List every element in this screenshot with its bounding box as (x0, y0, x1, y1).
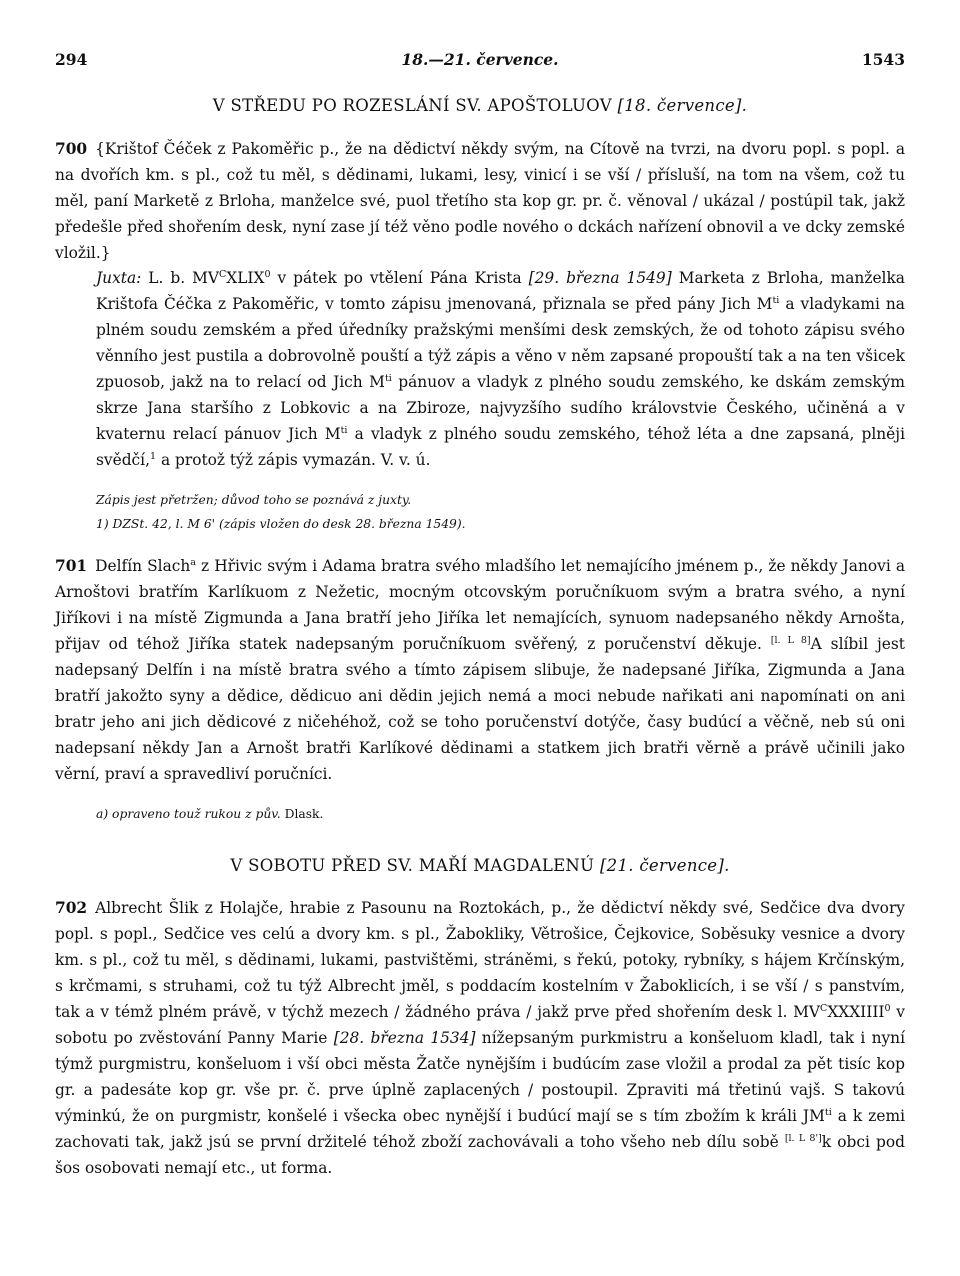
entry-702 (55, 895, 905, 1181)
section-heading-21-july (55, 856, 905, 875)
running-header (55, 50, 905, 74)
note-marker: a (190, 556, 196, 568)
footnote: 1) DZSt. 42, l. M 6' (zápis vložen do desk 28. března 1549). (96, 517, 466, 531)
header-date-range: 18.—21. července. (401, 50, 559, 69)
superscript: ti (340, 424, 348, 436)
section-heading-18-july (55, 96, 905, 115)
juxta-text: a vladykami na plném soudu zemském a před úředníky pražskými menšími desk zemských, že od tohoto zápisu svého věnního jest pustila a dobrovolně pouští a týž zápis a věno v něm zapsané propouští tak a na ten všicek zpuosob, jakž na to relací od Jich M (96, 295, 905, 391)
superscript: C (820, 1002, 828, 1014)
entry-text: z Hřivic svým i Adama bratra svého mladšího let nemajícího jménem p., že někdy Janovi a Arnoštovi bratřím Karlíkuom z Nežetic, mocným otcovským poručníkuom svým a bratra svého, a nyní Jiříkovi i na místě Zigmunda a Jana bratří jeho Jiříka let nemajících, synuom nadepsaného někdy Arnošta, přijav od téhož Jiříka statek nadepsaným poručníkuom svěřený, z poručenství děkuje. (55, 557, 906, 653)
juxta-text: L. b. MV (141, 269, 219, 287)
folio-marker: [l. L 8'] (784, 1132, 822, 1144)
entry-700-juxta (96, 265, 905, 473)
variant-note (96, 804, 905, 824)
entry-text: {Krištof Čéček z Pakoměřic p., že na dědictví někdy svým, na Cítově na tvrzi, na dvoru popl. s popl. a na dvořích km. s pl., což tu měl, s dědinami, lukami, lesy, vinicí i se vší / přísluší, na tom na všem, což tu měl, paní Marketě z Brloha, manželce své, puol třetího sta kop gr. pr. č. věnoval / ukázal / postúpil tak, jakž předešle před shořením desk, nyní zase jí též věno podle nového o dckách nařízení obnovil a ve dcky zemské vložil.} (55, 140, 905, 262)
juxta-text: v pátek po vtělení Pána Krista (270, 269, 529, 287)
superscript: C (218, 268, 227, 280)
footnote-marker: 1 (150, 450, 157, 462)
entry-date: [28. března 1534] (333, 1029, 476, 1047)
juxta-text: pánuov a vladyk z plného soudu zemského, ke dskám zemským skrze Jana staršího z Lobkovic a na Zbiroze, najvyzšího sudího královstvie Českého, učiněná a v kvaternu relací pánuov Jich M (96, 373, 905, 443)
heading-date: [21. července]. (599, 856, 730, 875)
heading-text: V STŘEDU PO ROZESLÁNÍ SV. APOŠTOLUOV (212, 96, 612, 115)
entry-700 (55, 136, 905, 266)
entry-text: a k zemi zachovati tak, jakž jsú se první držitelé téhož zboží zachovávali a toho všeho neb dílu sobě (55, 1107, 905, 1151)
juxta-text: a vladyk z plného soudu zemského, téhož léta a dne zapsaná, plněji svědčí, (96, 425, 905, 469)
juxta-text: a protož týž zápis vymazán. V. v. ú. (156, 451, 431, 469)
entry-text: A slíbil jest nadepsaný Delfín i na místě bratra svého a tímto zápisem slibuje, že nadepsané Jiříka, Zigmunda a Jana bratří jakožto syny a dědice, dědicuo ani dědin jejich nemá a moci nebude nařikati ani napomínati on ani bratr jeho ani jich dědicové z ničehéhož, což se toho poručenství dotýče, časy budúcí a věčně, neb sú oni nadepsaní někdy Jan a Arnošt bratři Karlíkové dědinami a statkem jich bratři věrně a právě učinili jako věrní, praví a spravedliví poručníci. (55, 635, 905, 783)
entry-text: Albrecht Šlik z Holajče, hrabie z Pasounu na Roztokách, p., že dědictví někdy své, Sedčice dva dvory popl. s popl., Sedčice ves celú a dvory km. s pl., Žabokliky, Větrošice, Čejkovice, Soběsuky vesnice a dvory km. s pl., což tu měl, s dědinami, lukami, pastvištěmi, stráněmi, s řekú, potoky, rybníky, s hájem Krčínským, s krčmami, s struhami, což tu týž Albrecht jměl, s poddacím kostelním v Žaboklicích, i se vší / s panstvím, tak a v témž plném právě, v týchž mezech / žádného práva / jakž prve před shořením desk l. MV (55, 899, 905, 1021)
heading-text: V SOBOTU PŘED SV. MAŘÍ MAGDALENÚ (230, 856, 595, 875)
superscript: ti (384, 372, 392, 384)
entry-text: k obci pod šos osobovati nemají etc., ut forma. (55, 1133, 905, 1177)
folio-marker: [l. L 8] (770, 634, 811, 646)
juxta-date: [29. března 1549] (528, 269, 672, 287)
superscript: ti (772, 294, 780, 306)
variant-note-text: Dlask. (280, 807, 324, 821)
entry-number: 701 (55, 557, 88, 575)
entry-number: 702 (55, 899, 88, 917)
entry-text: nížepsaným purkmistru a konšeluom kladl, tak i nyní týmž purgmistru, konšeluom i vší obci města Žatče nynějším i budúcím zase vložil a prodal za pět tisíc kop gr. a padesáte kop gr. vše pr. č. prve úplně zaplacených / postoupil. Zpraviti má třetinú vajš. S takovú výminkú, že on purgmistr, konšelé i všecka obec nynější i budúcí mají se s tím zbožím k králi JM (55, 1029, 906, 1125)
entry-701 (55, 553, 905, 787)
superscript: ti (824, 1106, 832, 1118)
header-year: 1543 (861, 50, 905, 69)
juxta-text: XLIX (226, 269, 265, 287)
superscript: 0 (264, 268, 271, 280)
variant-note-italic: a) opraveno touž rukou z pův. (96, 807, 281, 821)
heading-date: [18. července]. (617, 96, 748, 115)
editorial-note: Zápis jest přetržen; důvod toho se poznává z juxty. (96, 493, 412, 507)
superscript: 0 (884, 1002, 891, 1014)
page-number: 294 (55, 50, 88, 69)
juxta-label: Juxta: (96, 269, 142, 287)
entry-text: Delfín Slach (95, 557, 191, 575)
entry-number: 700 (55, 140, 88, 158)
entry-text: v sobotu po zvěstování Panny Marie (55, 1003, 905, 1047)
juxta-text: Marketa z Brloha, manželka Krištofa Čéčka z Pakoměřic, v tomto zápisu jmenovaná, přiznala se před pány Jich M (96, 269, 905, 313)
entry-text: XXXIIII (827, 1003, 885, 1021)
